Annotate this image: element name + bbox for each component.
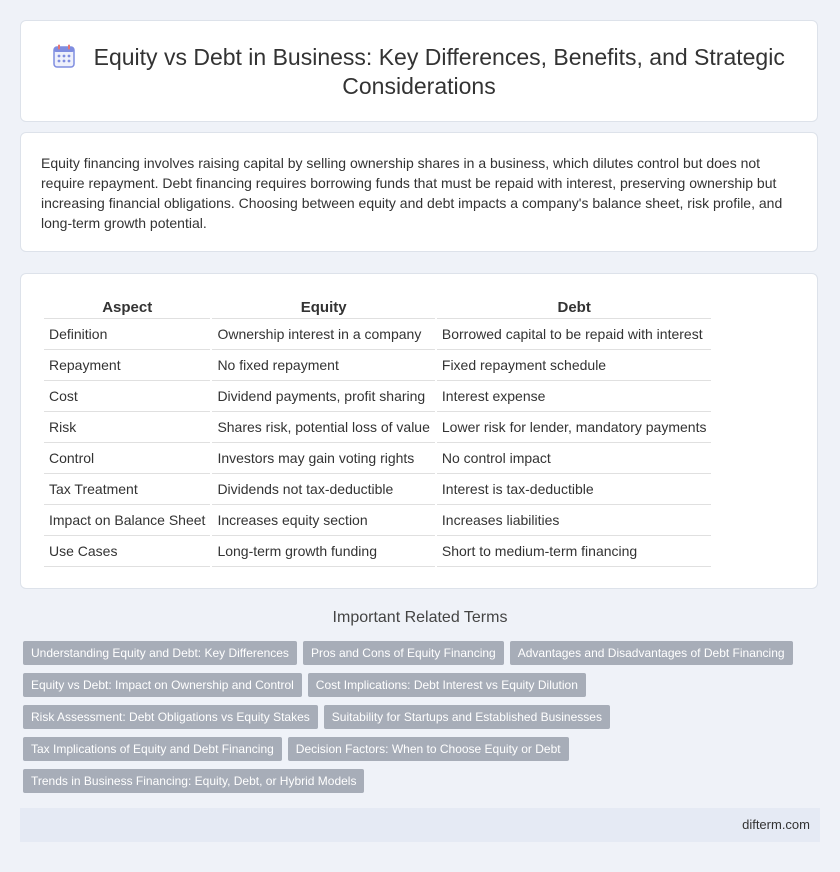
page-title: Equity vs Debt in Business: Key Differences, Benefits, and Strategic Considerations: [93, 44, 785, 99]
cell-equity: Ownership interest in a company: [212, 319, 434, 350]
cell-debt: Increases liabilities: [437, 505, 712, 536]
cell-aspect: Control: [44, 443, 210, 474]
intro-card: [20, 132, 818, 252]
table-header-row: [44, 296, 711, 319]
cell-aspect: Use Cases: [44, 536, 210, 567]
cell-aspect: Repayment: [44, 350, 210, 381]
header-aspect: Aspect: [44, 296, 210, 319]
related-term-tag[interactable]: Advantages and Disadvantages of Debt Financing: [510, 641, 793, 665]
tag-row: [23, 705, 803, 737]
cell-debt: Lower risk for lender, mandatory payments: [437, 412, 712, 443]
footer-site-link[interactable]: difterm.com: [742, 817, 810, 832]
cell-debt: Short to medium-term financing: [437, 536, 712, 567]
related-term-tag[interactable]: Equity vs Debt: Impact on Ownership and Control: [23, 673, 302, 697]
tag-row: [23, 769, 803, 801]
header-equity: Equity: [212, 296, 434, 319]
table-row: [44, 412, 711, 443]
table-row: [44, 350, 711, 381]
comparison-card: [20, 273, 818, 589]
related-terms-heading: Important Related Terms: [332, 609, 508, 626]
table-row: [44, 443, 711, 474]
cell-aspect: Cost: [44, 381, 210, 412]
related-term-tag[interactable]: Tax Implications of Equity and Debt Financing: [23, 737, 282, 761]
cell-equity: Long-term growth funding: [212, 536, 434, 567]
related-term-tag[interactable]: Pros and Cons of Equity Financing: [303, 641, 504, 665]
cell-debt: Interest expense: [437, 381, 712, 412]
header-debt: Debt: [437, 296, 712, 319]
tag-row: [23, 641, 803, 673]
cell-debt: Fixed repayment schedule: [437, 350, 712, 381]
cell-debt: Interest is tax-deductible: [437, 474, 712, 505]
cell-aspect: Definition: [44, 319, 210, 350]
cell-aspect: Impact on Balance Sheet: [44, 505, 210, 536]
related-term-tag[interactable]: Risk Assessment: Debt Obligations vs Equity Stakes: [23, 705, 318, 729]
cell-equity: Investors may gain voting rights: [212, 443, 434, 474]
related-term-tag[interactable]: Suitability for Startups and Established Businesses: [324, 705, 610, 729]
footer: [20, 808, 820, 842]
cell-equity: Increases equity section: [212, 505, 434, 536]
cell-aspect: Risk: [44, 412, 210, 443]
related-terms-list: [23, 641, 803, 801]
tag-row: [23, 737, 803, 769]
related-term-tag[interactable]: Cost Implications: Debt Interest vs Equity Dilution: [308, 673, 586, 697]
cell-debt: No control impact: [437, 443, 712, 474]
table-row: [44, 319, 711, 350]
intro-paragraph: Equity financing involves raising capital by selling ownership shares in a business, which dilutes control but does not require repayment. Debt financing requires borrowing funds that must be repaid with interest, preserving ownership but increasing financial obligations. Choosing between equity and debt impacts a company's balance sheet, risk profile, and long-term growth potential.: [41, 155, 783, 231]
calendar-icon: [53, 44, 75, 68]
cell-equity: Dividends not tax-deductible: [212, 474, 434, 505]
cell-equity: Dividend payments, profit sharing: [212, 381, 434, 412]
table-row: [44, 381, 711, 412]
tag-row: [23, 673, 803, 705]
related-term-tag[interactable]: Decision Factors: When to Choose Equity or Debt: [288, 737, 569, 761]
title-card: [20, 20, 818, 122]
cell-debt: Borrowed capital to be repaid with interest: [437, 319, 712, 350]
table-row: [44, 505, 711, 536]
related-term-tag[interactable]: Trends in Business Financing: Equity, Debt, or Hybrid Models: [23, 769, 364, 793]
related-term-tag[interactable]: Understanding Equity and Debt: Key Differences: [23, 641, 297, 665]
cell-equity: Shares risk, potential loss of value: [212, 412, 434, 443]
table-row: [44, 536, 711, 567]
table-row: [44, 474, 711, 505]
cell-equity: No fixed repayment: [212, 350, 434, 381]
cell-aspect: Tax Treatment: [44, 474, 210, 505]
title-wrap: [21, 43, 817, 101]
comparison-table: [42, 296, 713, 567]
